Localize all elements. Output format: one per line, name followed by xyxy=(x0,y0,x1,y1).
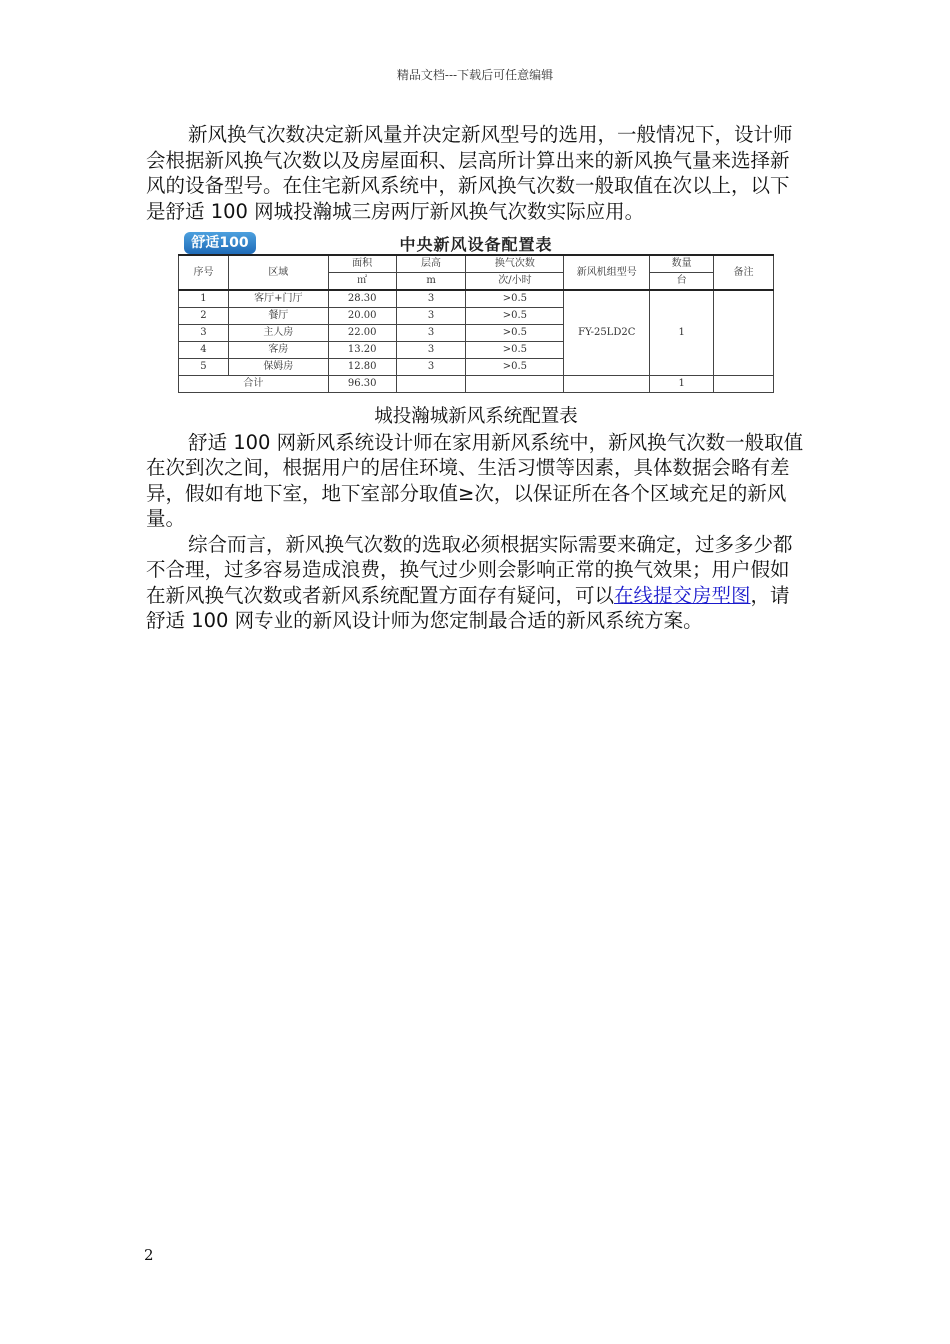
cell-height: 3 xyxy=(396,290,466,308)
cell-height: 3 xyxy=(396,308,466,325)
cell-area: 13.20 xyxy=(328,342,396,359)
cell-name: 主人房 xyxy=(228,325,328,342)
cell-name: 保姆房 xyxy=(228,359,328,376)
cell-name: 餐厅 xyxy=(228,308,328,325)
unit-ach: 次/小时 xyxy=(466,273,564,291)
cell-model: FY-25LD2C xyxy=(564,290,650,376)
unit-height: m xyxy=(396,273,466,291)
cell-no: 2 xyxy=(179,308,229,325)
unit-qty: 台 xyxy=(650,273,714,291)
cell-no: 4 xyxy=(179,342,229,359)
paragraph-2: 舒适 100 网新风系统设计师在家用新风系统中，新风换气次数一般取值在次到次之间，根据用户的居住环境、生活习惯等因素，具体数据会略有差异，假如有地下室，地下室部分取值≥次，以保证所在各个区域充足的新风量。 xyxy=(146,430,804,530)
col-header-no: 序号 xyxy=(179,255,229,290)
submit-floorplan-link[interactable]: 在线提交房型图 xyxy=(614,583,751,607)
cell-ach: >0.5 xyxy=(466,325,564,342)
cell-name: 客厅+门厅 xyxy=(228,290,328,308)
config-table-figure xyxy=(178,232,774,400)
cell-total-label: 合计 xyxy=(179,376,329,393)
cell-no: 5 xyxy=(179,359,229,376)
cell-no: 1 xyxy=(179,290,229,308)
col-header-qty: 数量 xyxy=(650,255,714,273)
paragraph-3 xyxy=(146,532,806,634)
cell-ach: >0.5 xyxy=(466,290,564,308)
cell-height: 3 xyxy=(396,325,466,342)
col-header-area: 面积 xyxy=(328,255,396,273)
cell-empty xyxy=(396,376,466,393)
col-header-height: 层高 xyxy=(396,255,466,273)
table-row xyxy=(179,290,774,308)
cell-total-area: 96.30 xyxy=(328,376,396,393)
col-header-remark: 备注 xyxy=(714,255,774,290)
col-header-ach: 换气次数 xyxy=(466,255,564,273)
col-header-model: 新风机组型号 xyxy=(564,255,650,290)
table-title: 中央新风设备配置表 xyxy=(399,235,553,254)
paragraph-1: 新风换气次数决定新风量并决定新风型号的选用，一般情况下，设计师会根据新风换气次数以及房屋面积、层高所计算出来的新风换气量来选择新风的设备型号。在住宅新风系统中，新风换气次数一般取值在次以上，以下是舒适 100 网城投瀚城三房两厅新风换气次数实际应用。 xyxy=(146,123,793,223)
page-number: 2 xyxy=(144,1246,154,1264)
cell-area: 28.30 xyxy=(328,290,396,308)
cell-ach: >0.5 xyxy=(466,308,564,325)
cell-height: 3 xyxy=(396,342,466,359)
cell-total-qty: 1 xyxy=(650,376,714,393)
cell-ach: >0.5 xyxy=(466,359,564,376)
cell-empty xyxy=(714,376,774,393)
shushi100-logo: 舒适100 xyxy=(184,232,256,254)
config-table xyxy=(178,254,774,393)
cell-no: 3 xyxy=(179,325,229,342)
document-body xyxy=(146,122,806,634)
page-header: 精品文档---下载后可任意编辑 xyxy=(396,68,554,82)
unit-area: ㎡ xyxy=(328,273,396,291)
paragraph-3-before: 综合而言，新风换气次数的选取必须根据实际需要来确定，过多多少都不合理，过多容易造成浪费，换气过少则会影响正常的换气效果；用户假如在新风换气次数或者新风系统配置方面存有疑问，可以 xyxy=(146,532,793,607)
cell-area: 20.00 xyxy=(328,308,396,325)
paragraph-3-after: ，请舒适 100 网专业的新风设计师为您定制最合适的新风系统方案。 xyxy=(146,583,790,632)
table-total-row xyxy=(179,376,774,393)
cell-ach: >0.5 xyxy=(466,342,564,359)
col-header-area-name: 区域 xyxy=(228,255,328,290)
cell-area: 12.80 xyxy=(328,359,396,376)
cell-qty: 1 xyxy=(650,290,714,376)
cell-empty xyxy=(466,376,564,393)
table-caption: 城投瀚城新风系统配置表 xyxy=(374,406,578,427)
cell-name: 客房 xyxy=(228,342,328,359)
cell-remark xyxy=(714,290,774,376)
cell-empty xyxy=(564,376,650,393)
cell-area: 22.00 xyxy=(328,325,396,342)
cell-height: 3 xyxy=(396,359,466,376)
table-header-row xyxy=(179,255,774,273)
